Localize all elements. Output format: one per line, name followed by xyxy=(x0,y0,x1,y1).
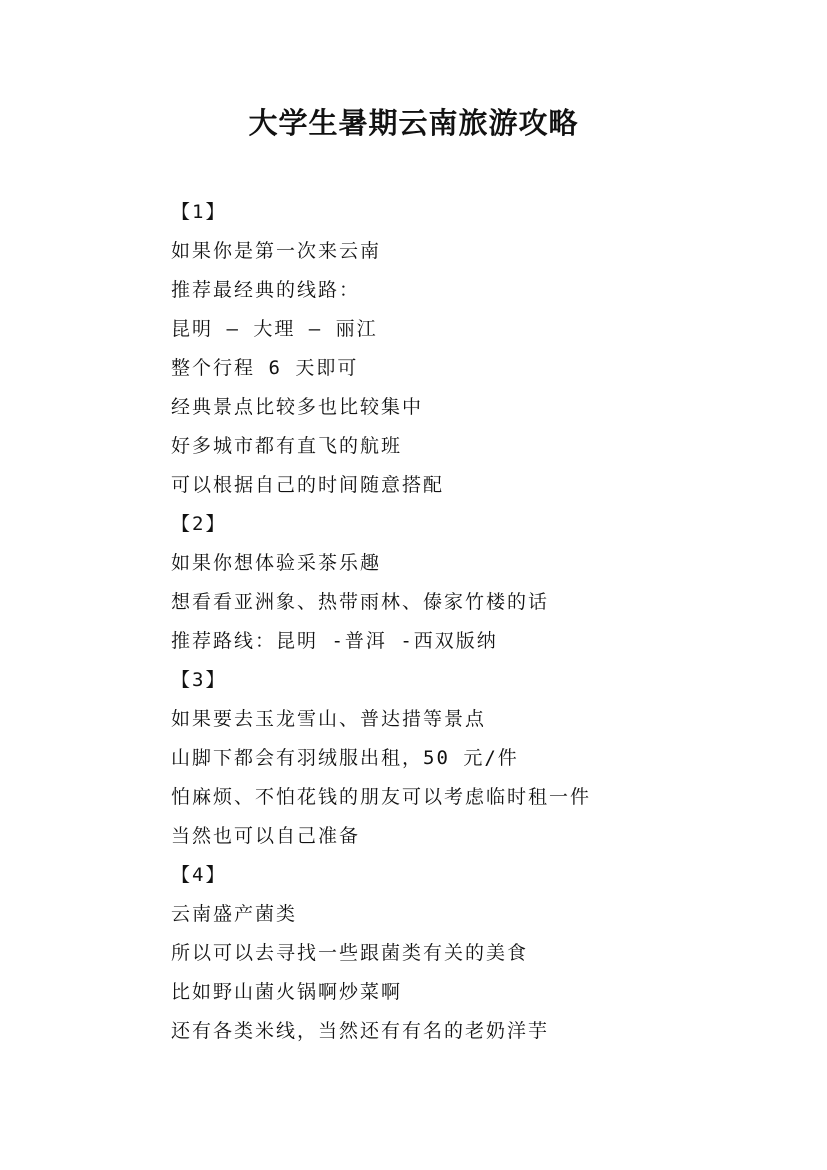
section-marker: 【1】 xyxy=(171,201,227,223)
text-line: 山脚下都会有羽绒服出租，50 元/件 xyxy=(171,747,519,769)
text-line: 经典景点比较多也比较集中 xyxy=(171,396,424,418)
text-line: 推荐最经典的线路： xyxy=(171,279,361,301)
text-line: 所以可以去寻找一些跟菌类有关的美食 xyxy=(171,942,529,964)
text-line: 昆明 — 大理 — 丽江 xyxy=(171,318,378,340)
text-line: 如果你想体验采茶乐趣 xyxy=(171,552,382,574)
section-marker: 【2】 xyxy=(171,513,227,535)
text-line: 云南盛产菌类 xyxy=(171,903,298,925)
text-line: 好多城市都有直飞的航班 xyxy=(171,435,403,457)
text-line: 如果你是第一次来云南 xyxy=(171,240,382,262)
text-line: 如果要去玉龙雪山、普达措等景点 xyxy=(171,708,487,730)
text-line: 可以根据自己的时间随意搭配 xyxy=(171,474,445,496)
text-line: 还有各类米线，当然还有有名的老奶洋芋 xyxy=(171,1020,550,1042)
text-line: 当然也可以自己准备 xyxy=(171,825,361,847)
text-line: 比如野山菌火锅啊炒菜啊 xyxy=(171,981,403,1003)
text-line: 想看看亚洲象、热带雨林、傣家竹楼的话 xyxy=(171,591,550,613)
document-title: 大学生暑期云南旅游攻略 xyxy=(248,106,579,140)
document-body xyxy=(171,193,771,1051)
text-line: 怕麻烦、不怕花钱的朋友可以考虑临时租一件 xyxy=(171,786,592,808)
section-marker: 【4】 xyxy=(171,864,227,886)
text-line: 推荐路线：昆明 -普洱 -西双版纳 xyxy=(171,630,498,652)
section-marker: 【3】 xyxy=(171,669,227,691)
text-line: 整个行程 6 天即可 xyxy=(171,357,359,379)
